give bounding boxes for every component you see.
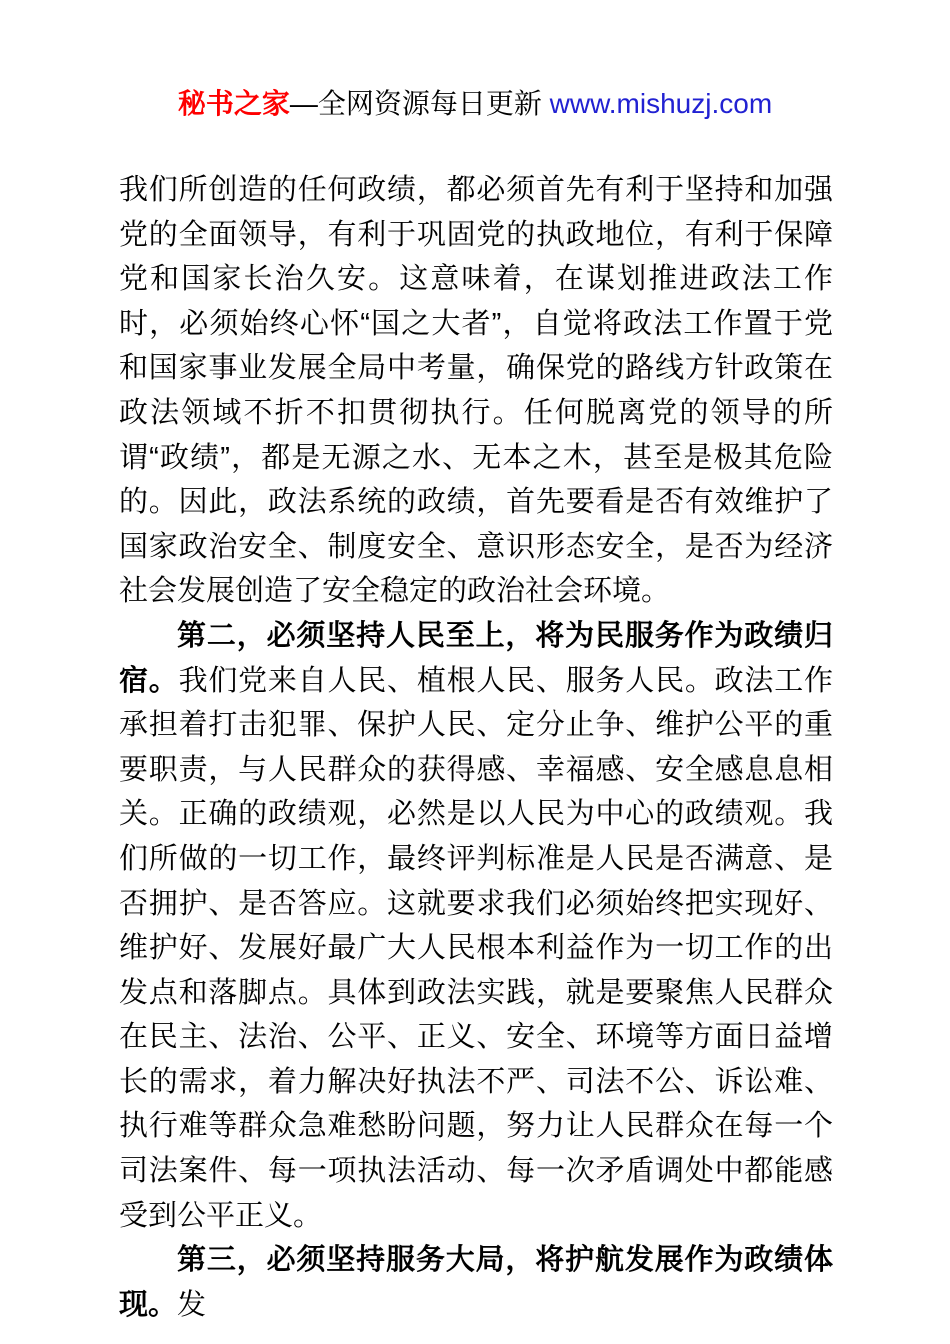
paragraph xyxy=(119,614,833,1238)
bold-text-run: 第三，必须坚持服务大局，将护航发展作为政绩体现。 xyxy=(119,1244,833,1321)
document-body xyxy=(119,168,833,1327)
bold-text-run: 第二，必须坚持人民至上，将为民服务作为政绩归宿。 xyxy=(119,619,833,697)
text-run: 我们党来自人民、植根人民、服务人民。政法工作承担着打击犯罪、保护人民、定分止争、维护公平的重要职责，与人民群众的获得感、幸福感、安全感息息相关。正确的政绩观，必然是以人民为中心的政绩观。我们所做的一切工作，最终评判标准是人民是否满意、是否拥护、是否答应。这就要求我们必须始终把实现好、维护好、发展好最广大人民根本利益作为一切工作的出发点和落脚点。具体到政法实践，就是要聚焦人民群众在民主、法治、公平、正义、安全、环境等方面日益增长的需求，着力解决好执法不严、司法不公、诉讼难、执行难等群众急难愁盼问题，努力让人民群众在每一个司法案件、每一项执法活动、每一次矛盾调处中都能感受到公平正义。 xyxy=(119,664,833,1232)
paragraph xyxy=(119,168,833,614)
site-tagline: —全网资源每日更新 xyxy=(289,88,550,119)
text-run: 我们所创造的任何政绩，都必须首先有利于坚持和加强党的全面领导，有利于巩固党的执政地位，有利于保障党和国家长治久安。这意味着，在谋划推进政法工作时，必须始终心怀“国之大者”，自觉将政法工作置于党和国家事业发展全局中考量，确保党的路线方针政策在政法领域不折不扣贯彻执行。任何脱离党的领导的所谓“政绩”，都是无源之水、无本之木，甚至是极其危险的。因此，政法系统的政绩，首先要看是否有效维护了国家政治安全、制度安全、意识形态安全，是否为经济社会发展创造了安全稳定的政治社会环境。 xyxy=(119,174,833,608)
site-name: 秘书之家 xyxy=(177,88,290,119)
text-run: 发 xyxy=(177,1288,207,1321)
paragraph xyxy=(119,1238,833,1327)
document-header xyxy=(0,86,950,122)
site-url-link[interactable]: www.mishuzj.com xyxy=(549,88,773,119)
